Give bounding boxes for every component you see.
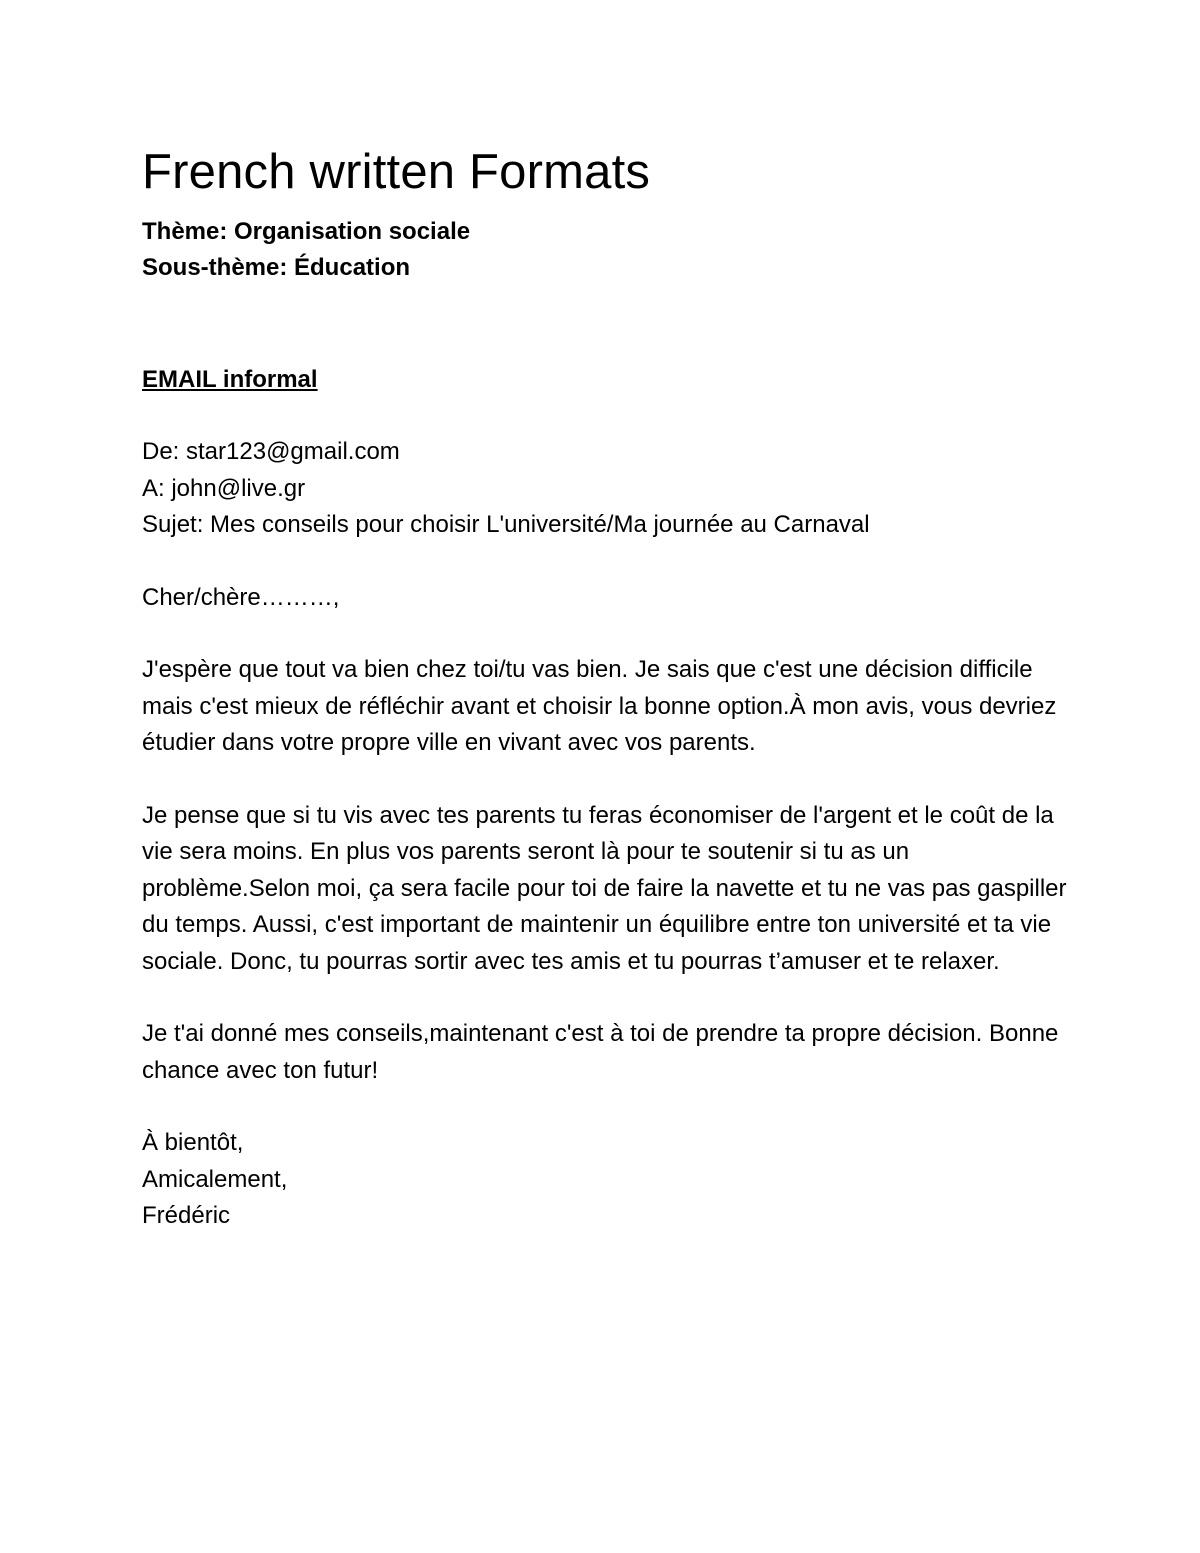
email-header <box>142 434 1082 544</box>
email-greeting: Cher/chère………, <box>142 583 340 611</box>
document-title: French written Formats <box>142 145 651 199</box>
email-subject: Sujet: Mes conseils pour choisir L'université/Ma journée au Carnaval <box>142 511 870 538</box>
signature: Frédéric <box>142 1202 231 1229</box>
theme-label: Thème: Organisation sociale <box>142 218 471 245</box>
email-paragraph: J'espère que tout va bien chez toi/tu vas bien. Je sais que c'est une décision difficile mais c'est mieux de réfléchir avant et choisir la bonne option.À mon avis, vous devriez étudier dans votre propre ville en vivant avec vos parents. <box>142 656 1057 756</box>
sub-theme-label: Sous-thème: Éducation <box>142 254 411 281</box>
email-paragraph: Je t'ai donné mes conseils,maintenant c'est à toi de prendre ta propre décision. Bonne chance avec ton futur! <box>142 1020 1059 1084</box>
email-paragraph: Je pense que si tu vis avec tes parents tu feras économiser de l'argent et le coût de la vie sera moins. En plus vos parents seront là pour te soutenir si tu as un problème.Selon moi, ça sera facile pour toi de faire la navette et tu ne vas pas gaspiller du temps. Aussi, c'est important de maintenir un équilibre entre ton université et ta vie sociale. Donc, tu pourras sortir avec tes amis et tu pourras t’amuser et te relaxer. <box>142 801 1067 975</box>
email-from: De: star123@gmail.com <box>142 438 400 465</box>
email-closing <box>142 1125 1082 1235</box>
closing-line: Amicalement, <box>142 1165 288 1193</box>
section-heading: EMAIL informal <box>142 366 318 393</box>
document-content <box>142 140 1082 1235</box>
closing-line: À bientôt, <box>142 1129 244 1156</box>
email-to: A: john@live.gr <box>142 474 306 502</box>
theme-block <box>142 214 1082 286</box>
